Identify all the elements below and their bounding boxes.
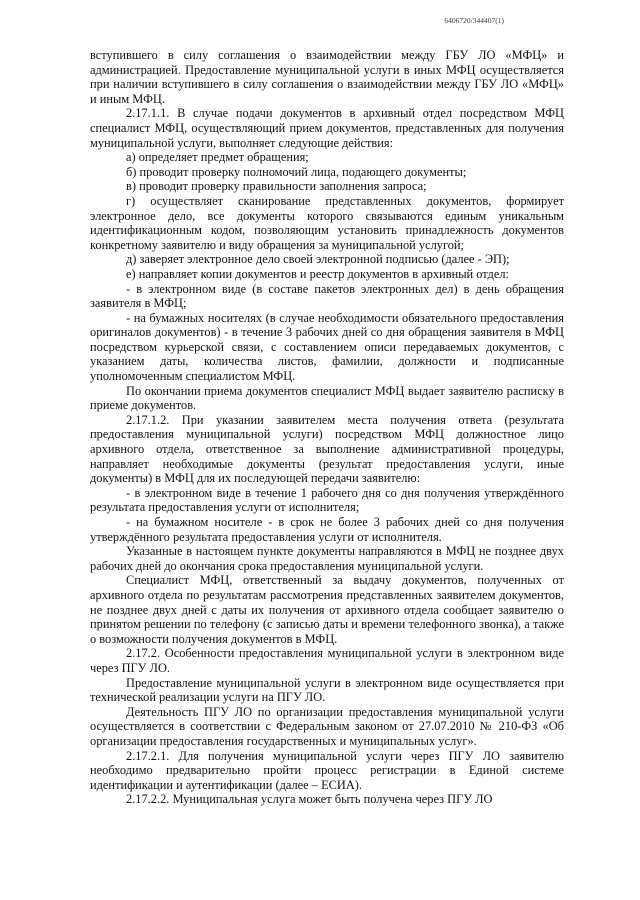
list-item: - в электронном виде (в составе пакетов электронных дел) в день обращения заявителя в МФЦ; <box>90 281 564 311</box>
paragraph: вступившего в силу соглашения о взаимодействии между ГБУ ЛО «МФЦ» и администрацией. Предоставление муниципальной услуги в иных МФЦ осуществляется при наличии вступившего в силу соглашения о взаимодействии между ГБУ ЛО «МФЦ» и иным МФЦ. <box>90 48 564 106</box>
paragraph: Деятельность ПГУ ЛО по организации предоставления муниципальной услуги осуществляется в соответствии с Федеральным законом от 27.07.2010 № 210-ФЗ «Об организации предоставления государственных и муниципальных услуг». <box>90 704 564 748</box>
list-item: в) проводит проверку правильности заполнения запроса; <box>126 179 427 194</box>
paragraph: 2.17.1.2. При указании заявителем места получения ответа (результата предоставления муниципальной услуги) посредством МФЦ должностное лицо архивного отдела, ответственное за выполнение административной процедуры, направляет необходимые документы (результат предоставления услуги, иные документы) в МФЦ для их последующей передачи заявителю: <box>90 412 564 486</box>
paragraph: По окончании приема документов специалист МФЦ выдает заявителю расписку в приеме документов. <box>90 383 564 413</box>
document-id: 6406720/344407(1) <box>444 16 504 25</box>
list-item: б) проводит проверку полномочий лица, подающего документы; <box>126 164 467 179</box>
paragraph: 2.17.2.2. Муниципальная услуга может быть получена через ПГУ ЛО <box>126 792 493 807</box>
list-item: е) направляет копии документов и реестр документов в архивный отдел: <box>126 266 509 281</box>
list-item: а) определяет предмет обращения; <box>126 150 309 165</box>
document-body <box>90 48 564 807</box>
list-item: - на бумажных носителях (в случае необходимости обязательного предоставления оригиналов документов) - в течение 3 рабочих дней со дня обращения заявителя в МФЦ посредством курьерской связи, с составлением описи передаваемых документов, с указанием даты, количества листов, фамилии, должности и подписанные уполномоченным специалистом МФЦ. <box>90 310 564 384</box>
list-item: г) осуществляет сканирование представленных документов, формирует электронное дело, все документы которого связываются единым уникальным идентификационным кодом, позволяющим установить принадлежность документов конкретному заявителю и виду обращения за муниципальной услугой; <box>90 193 564 252</box>
paragraph: 2.17.1.1. В случае подачи документов в архивный отдел посредством МФЦ специалист МФЦ, осуществляющий прием документов, представленных для получения муниципальной услуги, выполняет следующие действия: <box>90 106 564 150</box>
list-item: - на бумажном носителе - в срок не более 3 рабочих дней со дня получения утверждённого результата предоставления услуги от исполнителя. <box>90 515 564 544</box>
list-item: д) заверяет электронное дело своей электронной подписью (далее - ЭП); <box>126 252 510 267</box>
paragraph: 2.17.2. Особенности предоставления муниципальной услуги в электронном виде через ПГУ ЛО. <box>90 646 564 675</box>
list-item: - в электронном виде в течение 1 рабочего дня со дня получения утверждённого результата предоставления услуги от исполнителя; <box>90 485 564 515</box>
paragraph: Предоставление муниципальной услуги в электронном виде осуществляется при технической реализации услуги на ПГУ ЛО. <box>90 675 564 705</box>
paragraph: Указанные в настоящем пункте документы направляются в МФЦ не позднее двух рабочих дней до окончания срока предоставления муниципальной услуги. <box>90 544 564 573</box>
paragraph: 2.17.2.1. Для получения муниципальной услуги через ПГУ ЛО заявителю необходимо предварительно пройти процесс регистрации в Единой системе идентификации и аутентификации (далее – ЕСИА). <box>90 748 564 792</box>
paragraph: Специалист МФЦ, ответственный за выдачу документов, полученных от архивного отдела по результатам рассмотрения представленных заявителем документов, не позднее двух дней с даты их получения от архивного отдела сообщает заявителю о принятом решении по телефону (с записью даты и времени телефонного звонка), а также о возможности получения документов в МФЦ. <box>90 573 564 646</box>
